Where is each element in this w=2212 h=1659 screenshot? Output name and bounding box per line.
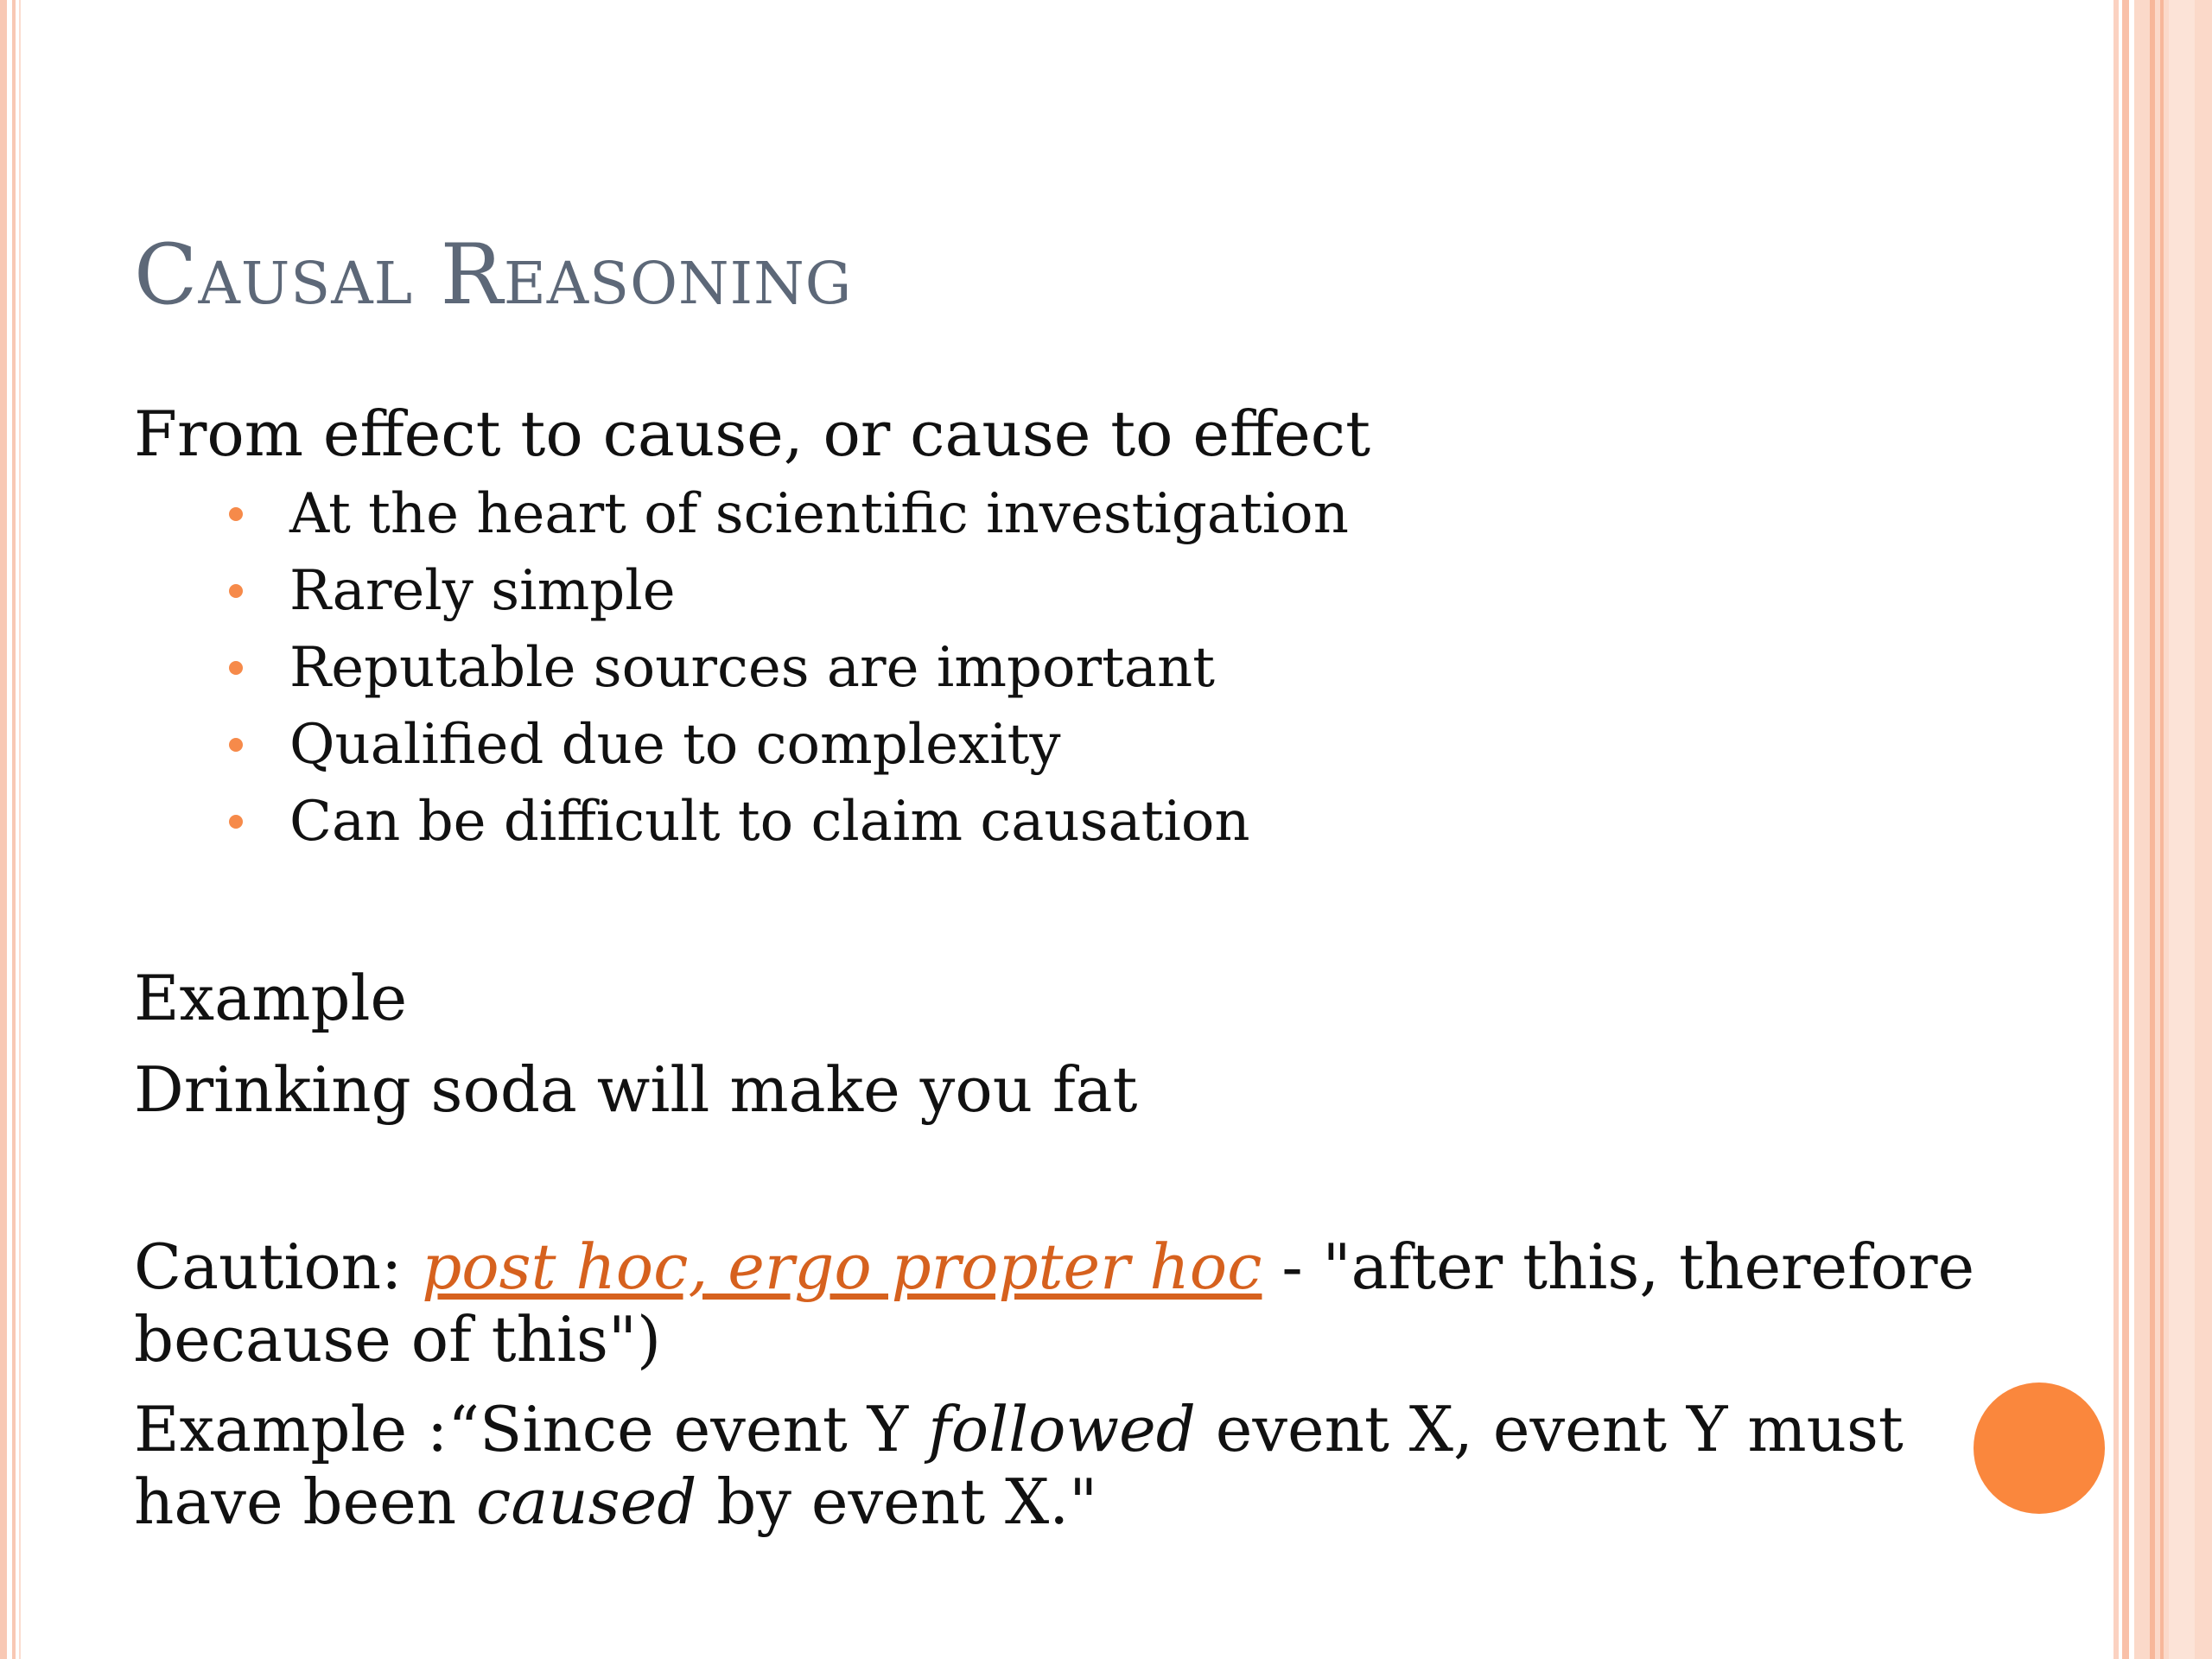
left-border-line <box>19 0 21 1659</box>
caution-prefix: Caution: <box>134 1230 423 1303</box>
bullet-item <box>289 553 1992 630</box>
left-border-line <box>0 0 7 1659</box>
example-label: Example <box>134 962 408 1034</box>
example2-part3: by event X." <box>696 1465 1098 1538</box>
bullet-text: Rarely simple <box>289 559 676 623</box>
slide-title: Causal Reasoning <box>134 226 853 323</box>
example2-text <box>134 1393 1992 1538</box>
example-text: Drinking soda will make you fat <box>134 1053 1138 1126</box>
right-border-line <box>2122 0 2129 1659</box>
example2-part1: Example :“Since event Y <box>134 1393 929 1465</box>
bullet-item <box>289 630 1992 707</box>
bullet-dot-icon <box>229 584 243 598</box>
bullet-item <box>289 476 1992 553</box>
caution-suffix: - "after this, therefore because of this") <box>134 1230 1975 1376</box>
bullet-item <box>289 784 1992 861</box>
bullet-text: Reputable sources are important <box>289 636 1215 700</box>
decorative-circle <box>1974 1382 2105 1514</box>
lead-text: From effect to cause, or cause to effect <box>134 397 1371 470</box>
bullet-text: At the heart of scientific investigation <box>289 482 1349 546</box>
bullet-item <box>289 707 1992 784</box>
example2-emphasis-followed: followed <box>928 1393 1196 1465</box>
bullet-dot-icon <box>229 507 243 521</box>
post-hoc-link[interactable]: post hoc, ergo propter hoc <box>422 1230 1262 1303</box>
slide-body <box>134 393 1992 1538</box>
right-border-line <box>2169 0 2195 1659</box>
right-border-line <box>2160 0 2164 1659</box>
bullet-dot-icon <box>229 738 243 752</box>
right-border-line <box>2113 0 2119 1659</box>
bullet-list <box>134 476 1992 861</box>
bullet-dot-icon <box>229 661 243 675</box>
example2-part2: event X, event Y must have been <box>134 1393 1904 1538</box>
example2-emphasis-caused: caused <box>476 1465 697 1538</box>
caution-text <box>134 1230 1992 1376</box>
left-border-line <box>12 0 16 1659</box>
bullet-text: Qualified due to complexity <box>289 713 1061 777</box>
bullet-dot-icon <box>229 815 243 829</box>
bullet-text: Can be difficult to claim causation <box>289 790 1250 854</box>
right-border-line <box>2150 0 2155 1659</box>
